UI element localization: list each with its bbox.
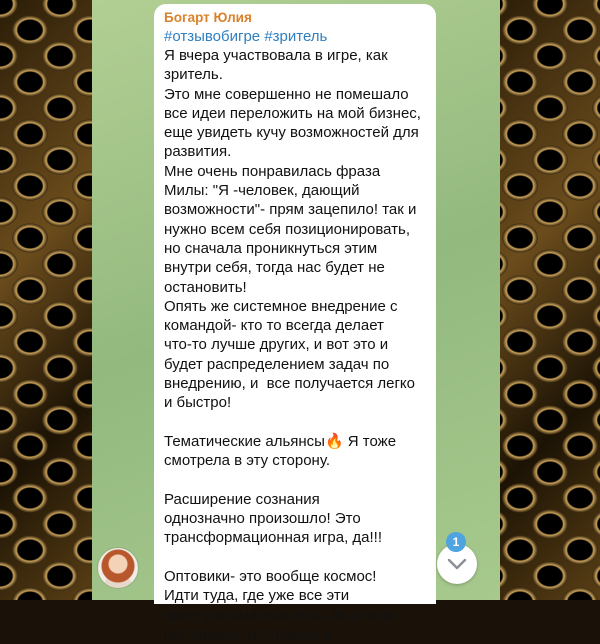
- chat-area[interactable]: [92, 0, 500, 643]
- sender-avatar[interactable]: [98, 548, 138, 588]
- message-hashtags[interactable]: #отзывобигре #зритель: [164, 28, 328, 45]
- unread-count-badge: 1: [446, 532, 466, 552]
- chevron-down-icon: [447, 558, 467, 570]
- background-image-left: [0, 0, 95, 600]
- background-image-right: [490, 0, 600, 600]
- message-text: Я вчера участвовала в игре, как зритель. Это мне совершенно не помешало все идеи переложить на мой бизнес, еще увидеть кучу возможностей для развития. Мне очень понравилась фраза Милы: "Я -человек, дающий возможности"- прям зацепило! так и нужно всем себя позиционировать, но сначала проникнуться этим внутри себя, тогда нас будет не остановить! Опять же системное внедрение с командой- кто то всегда делает что-то лучше других, и вот это и будет распределением задач по внедрению, и все получается легко и быстро! Тематические альянсы🔥 Я тоже смотрела в эту сторону. Расширение сознания однозначно произошло! Это трансформационная игра, да!!! Оптовики- это вообще космос! Идти туда, где уже все эти предприниматели есть! Журналы, рестораны, гостиницы и: [164, 47, 421, 643]
- message-bubble[interactable]: [154, 4, 436, 643]
- sender-name[interactable]: Богарт Юлия: [164, 10, 252, 25]
